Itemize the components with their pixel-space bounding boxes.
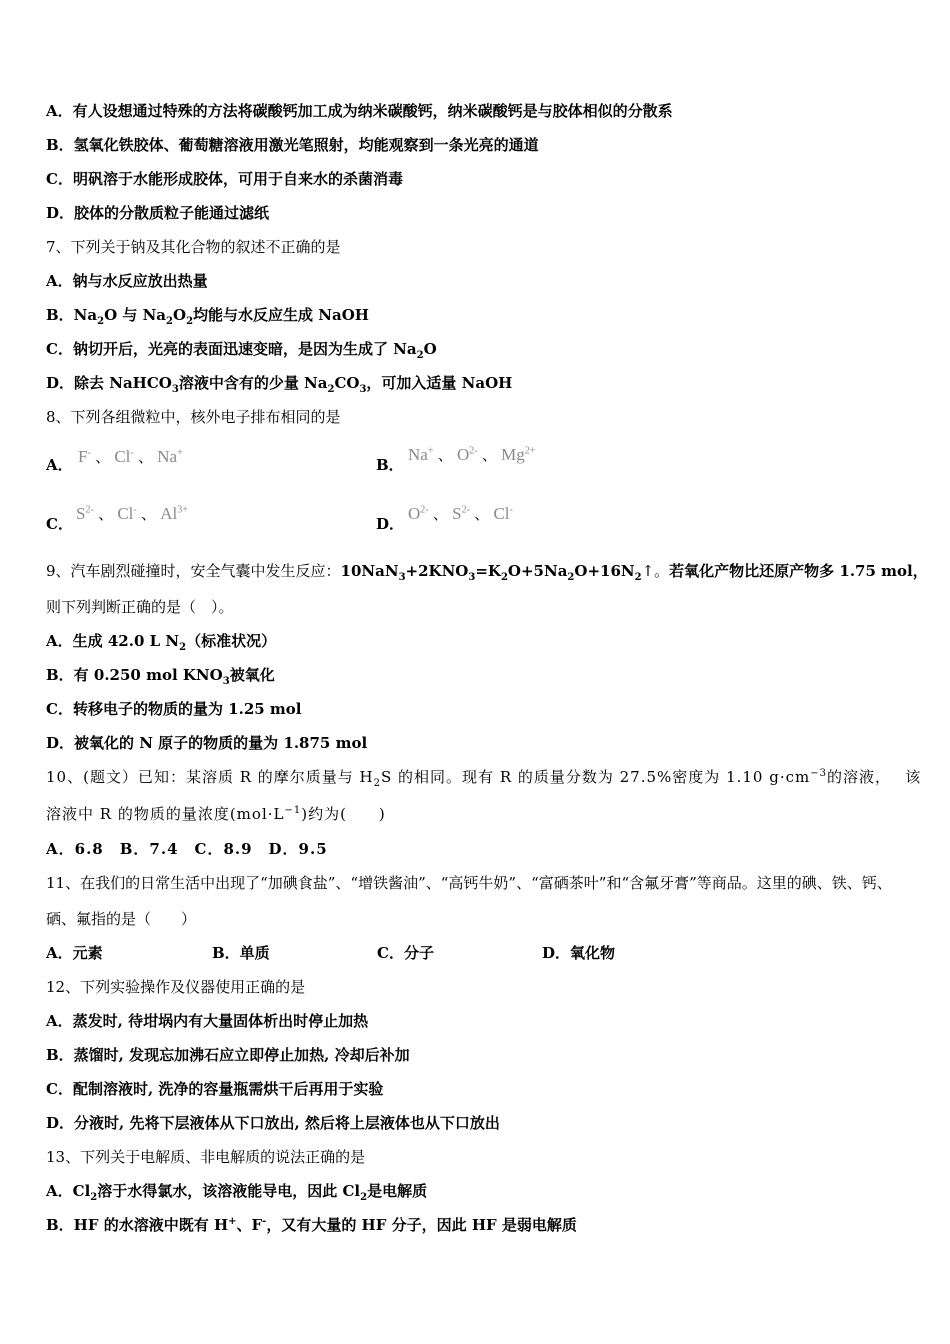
q8-option-c: $S^{2-}$ 、 Cl- 、 $Al^{3+}$ — [76, 504, 188, 523]
q9-stem-2: 则下列判断正确的是（ ）。 — [46, 598, 234, 616]
q8-option-b: Na+ 、 $O^{2-}$ 、 $Mg^{2+}$ — [408, 445, 536, 464]
q8-option-a: F- 、 Cl- 、 Na+ — [78, 447, 183, 466]
q6-option-a: A．有人设想通过特殊的方法将碳酸钙加工成为纳米碳酸钙，纳米碳酸钙是与胶体相似的分散系 — [46, 102, 673, 120]
q12-option-a: A．蒸发时, 待坩埚内有大量固体析出时停止加热 — [46, 1012, 369, 1030]
q8-label-d: D． — [376, 515, 405, 533]
q6-option-d: D．胶体的分散质粒子能通过滤纸 — [46, 204, 270, 222]
q13-option-a: A．$Cl_2$溶于水得氯水，该溶液能导电，因此 $Cl_2$是电解质 — [46, 1182, 428, 1203]
q11-option-c: C．分子 — [377, 944, 434, 962]
q11-option-b: B．单质 — [212, 944, 270, 962]
q12-option-d: D．分液时, 先将下层液体从下口放出, 然后将上层液体也从下口放出 — [46, 1114, 500, 1132]
q9-option-d: D．被氧化的 N 原子的物质的量为 1.875 mol — [46, 734, 368, 752]
q12-option-b: B．蒸馏时, 发现忘加沸石应立即停止加热, 冷却后补加 — [46, 1046, 410, 1064]
q12-option-c: C．配制溶液时, 洗净的容量瓶需烘干后再用于实验 — [46, 1080, 384, 1098]
q12-stem: 12、下列实验操作及仪器使用正确的是 — [46, 978, 306, 996]
q10-stem: 10、(题文）已知：某溶质 R 的摩尔质量与 $H_2S$ 的相同。现有 R 的质量分数为 27.5%密度为 1.10 $g\cdot cm^{-3}$的溶液， 该 — [46, 768, 922, 789]
q9-option-c: C．转移电子的物质的量为 1.25 mol — [46, 700, 302, 718]
q11-stem-2: 硒、氟指的是（ ） — [46, 910, 197, 928]
q9-stem: 9、汽车剧烈碰撞时，安全气囊中发生反应：$10NaN_3+2KNO_3=K_2O+5Na_2O+16N_2↑$。若氧化产物比还原产物多 1.75 mol， — [46, 562, 928, 583]
q11-option-d: D．氧化物 — [542, 944, 616, 962]
q10-options: A．6.8 B．7.4 C．8.9 D．9.5 — [46, 840, 328, 858]
q7-option-d: D．除去 NaHCO$_3$溶液中含有的少量 $Na_2CO_3$，可加入适量 NaOH — [46, 374, 513, 395]
q7-option-c: C．钠切开后，光亮的表面迅速变暗，是因为生成了 $Na_2O$ — [46, 340, 437, 361]
q13-stem: 13、下列关于电解质、非电解质的说法正确的是 — [46, 1148, 366, 1166]
q7-option-a: A．钠与水反应放出热量 — [46, 272, 208, 290]
q8-label-a: A． — [46, 456, 73, 474]
q6-option-c: C．明矾溶于水能形成胶体，可用于自来水的杀菌消毒 — [46, 170, 403, 188]
q8-stem: 8、下列各组微粒中，核外电子排布相同的是 — [46, 408, 341, 426]
q7-option-b: B．$Na_2O$ 与 $Na_2O_2$均能与水反应生成 NaOH — [46, 306, 369, 327]
q9-option-b: B．有 0.250 mol $KNO_3$被氧化 — [46, 666, 275, 687]
q6-option-b: B．氢氧化铁胶体、葡萄糖溶液用激光笔照射，均能观察到一条光亮的通道 — [46, 136, 539, 154]
q7-stem: 7、下列关于钠及其化合物的叙述不正确的是 — [46, 238, 341, 256]
q13-option-b: B．HF 的水溶液中既有 H+、F-，又有大量的 HF 分子，因此 HF 是弱电解质 — [46, 1216, 577, 1234]
q9-option-a: A．生成 42.0 L $N_2$（标准状况） — [46, 632, 277, 653]
q11-option-a: A．元素 — [46, 944, 103, 962]
q11-stem: 11、在我们的日常生活中出现了“加碘食盐”、“增铁酱油”、“高钙牛奶”、“富硒茶叶”和“含氟牙膏”等商品。这里的碘、铁、钙、 — [46, 874, 892, 892]
q8-option-d: $O^{2-}$ 、 $S^{2-}$ 、 Cl- — [408, 504, 513, 523]
q10-stem-2: 溶液中 R 的物质的量浓度$(mol\cdot L^{-1})$约为( ) — [46, 805, 386, 823]
q8-label-c: C． — [46, 515, 73, 533]
q8-label-b: B． — [376, 456, 404, 474]
